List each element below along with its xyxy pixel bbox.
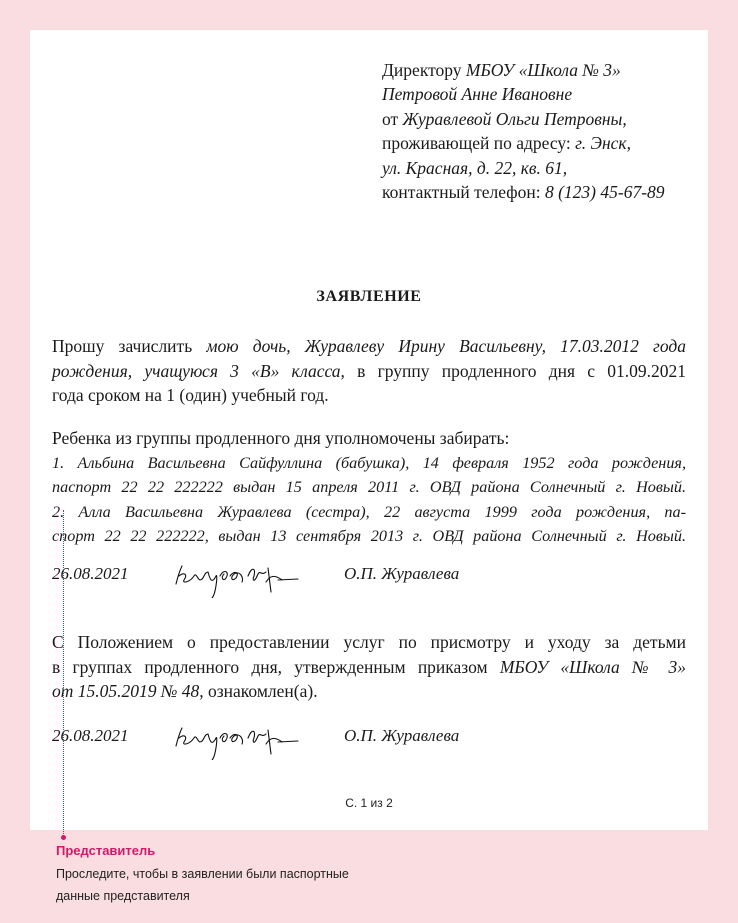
pickup-person-2-line-2: спорт 22 22 222222, выдан 13 сентября 2013 г. ОВД района Солнечный г. Новый. (52, 527, 686, 545)
acknowledgement-line-2: в группах продленного дня, утвержденным приказом МБОУ «Школа № 3» (52, 656, 687, 677)
signature-date: 26.08.2021 (52, 726, 129, 745)
signature-name: О.П. Журавлева (344, 726, 460, 745)
signature-name: О.П. Журавлева (344, 564, 460, 583)
note-text (56, 863, 476, 907)
handwritten-signature (170, 554, 302, 598)
signature-date: 26.08.2021 (52, 564, 129, 583)
addressee-line-1: Директору МБОУ «Школа № 3» (382, 60, 621, 80)
page-number: С. 1 из 2 (345, 796, 393, 810)
signature-row-1 (52, 554, 686, 594)
acknowledgement-paragraph (52, 630, 686, 704)
note-line-1: Проследите, чтобы в заявлении были паспортные (56, 867, 349, 881)
addressee-line-5: ул. Красная, д. 22, кв. 61, (382, 157, 568, 178)
addressee-block (382, 58, 665, 204)
addressee-line-2: Петровой Анне Ивановне (382, 84, 573, 105)
handwritten-signature (170, 716, 302, 760)
acknowledgement-line-3: от 15.05.2019 № 48, ознакомлен(а). (52, 681, 318, 701)
note-title: Представитель (56, 843, 156, 858)
pickup-paragraph (52, 426, 686, 549)
pickup-intro: Ребенка из группы продленного дня уполномочены забирать: (52, 428, 510, 448)
document-sheet (30, 30, 708, 830)
signature-row-2 (52, 716, 686, 756)
addressee-line-3: от Журавлевой Ольги Петровны, (382, 108, 627, 129)
callout-dot (61, 835, 66, 840)
request-line-2: рождения, учащуюся 3 «В» класса, в группу продленного дня с 01.09.2021 (52, 360, 686, 381)
request-line-3: года сроком на 1 (один) учебный год. (52, 385, 329, 405)
request-paragraph (52, 334, 686, 408)
request-line-1: Прошу зачислить мою дочь, Журавлеву Ирину Васильевну, 17.03.2012 года (52, 336, 686, 356)
addressee-line-4: проживающей по адресу: г. Энск, (382, 133, 631, 154)
acknowledgement-line-1: С Положением о предоставлении услуг по присмотру и уходу за детьми (52, 632, 686, 652)
addressee-line-6: контактный телефон: 8 (123) 45-67-89 (382, 181, 665, 202)
document-title: ЗАЯВЛЕНИЕ (316, 288, 422, 305)
representative-note (56, 842, 476, 907)
pickup-person-1-line-1: 1. Альбина Васильевна Сайфуллина (бабушка), 14 февраля 1952 года рождения, (52, 453, 686, 472)
pickup-person-1-line-2: паспорт 22 22 222222 выдан 15 апреля 2011 г. ОВД района Солнечный г. Новый. (52, 478, 686, 496)
note-line-2: данные представителя (56, 889, 190, 903)
callout-dotted-line (63, 510, 64, 836)
pickup-person-2-line-1: 2. Алла Васильевна Журавлева (сестра), 22 августа 1999 года рождения, па- (52, 502, 686, 521)
